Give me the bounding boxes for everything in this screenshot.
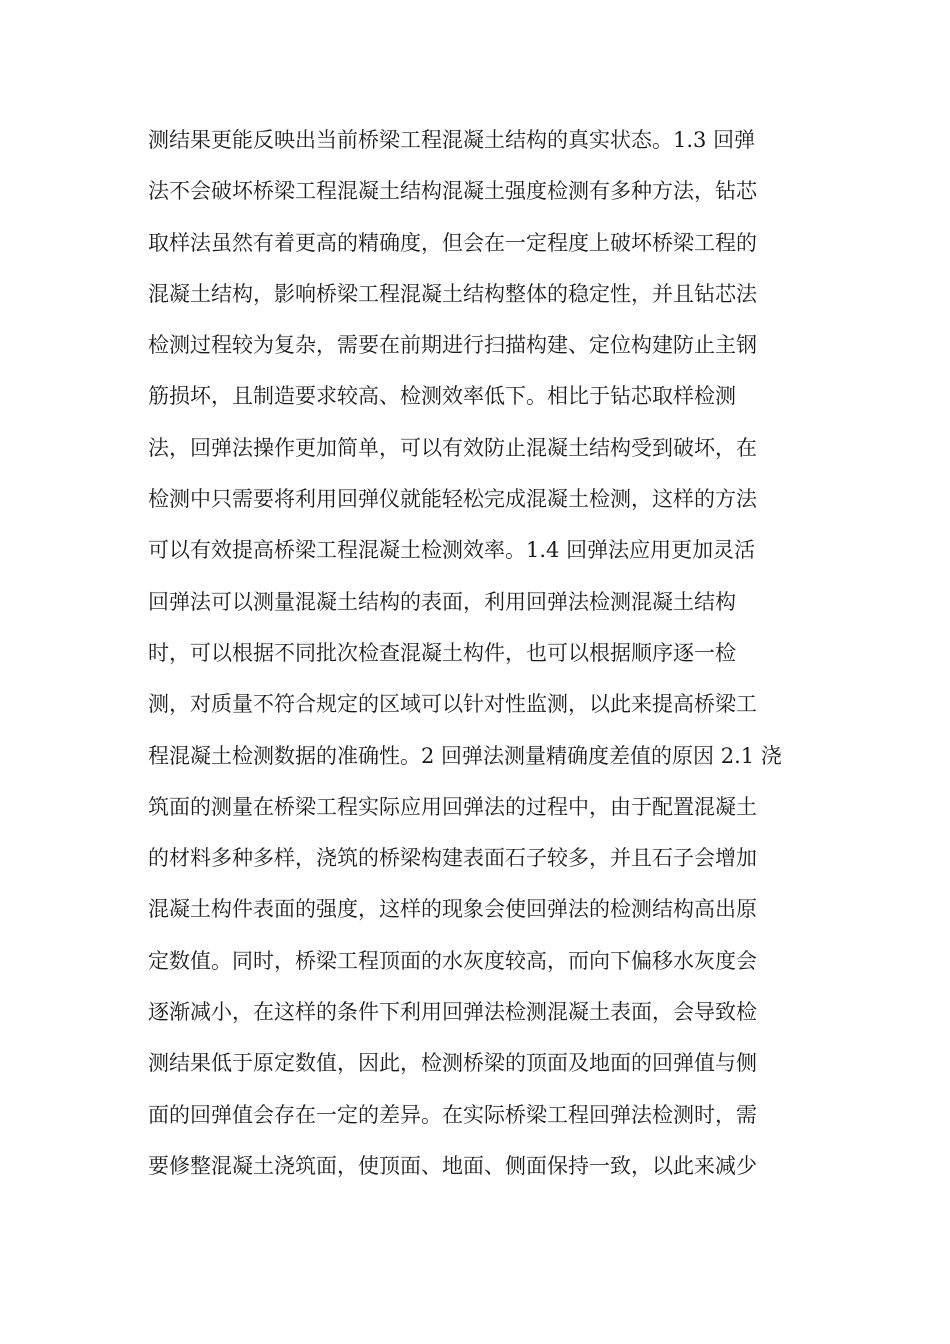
text-line: 逐渐减小，在这样的条件下利用回弹法检测混凝土表面，会导致检 <box>148 1000 757 1025</box>
body-text <box>148 115 808 1192</box>
text-line: 取样法虽然有着更高的精确度，但会在一定程度上破坏桥梁工程的 <box>148 230 757 255</box>
text-line: 检测中只需要将利用回弹仪就能轻松完成混凝土检测，这样的方法 <box>148 487 757 512</box>
text-line: 测结果低于原定数值，因此，检测桥梁的顶面及地面的回弹值与侧 <box>148 1051 757 1076</box>
text-line: 检测过程较为复杂，需要在前期进行扫描构建、定位构建防止主钢 <box>148 333 757 358</box>
text-line: 筋损坏，且制造要求较高、检测效率低下。相比于钻芯取样检测 <box>148 384 736 409</box>
text-line: 程混凝土检测数据的准确性。2 回弹法测量精确度差值的原因 2.1 浇 <box>148 743 782 768</box>
text-line: 要修整混凝土浇筑面，使顶面、地面、侧面保持一致，以此来减少 <box>148 1153 757 1178</box>
text-line: 法，回弹法操作更加简单，可以有效防止混凝土结构受到破坏，在 <box>148 435 757 460</box>
text-line: 混凝土结构，影响桥梁工程混凝土结构整体的稳定性，并且钻芯法 <box>148 281 757 306</box>
text-line: 回弹法可以测量混凝土结构的表面，利用回弹法检测混凝土结构 <box>148 589 736 614</box>
text-line: 可以有效提高桥梁工程混凝土检测效率。1.4 回弹法应用更加灵活 <box>148 538 756 563</box>
text-line: 定数值。同时，桥梁工程顶面的水灰度较高，而向下偏移水灰度会 <box>148 948 757 973</box>
text-line: 筑面的测量在桥梁工程实际应用回弹法的过程中，由于配置混凝土 <box>148 794 757 819</box>
text-line: 的材料多种多样，浇筑的桥梁构建表面石子较多，并且石子会增加 <box>148 846 757 871</box>
text-line: 测，对质量不符合规定的区域可以针对性监测，以此来提高桥梁工 <box>148 692 757 717</box>
text-line: 时，可以根据不同批次检查混凝土构件，也可以根据顺序逐一检 <box>148 640 736 665</box>
text-line: 面的回弹值会存在一定的差异。在实际桥梁工程回弹法检测时，需 <box>148 1102 757 1127</box>
text-line: 混凝土构件表面的强度，这样的现象会使回弹法的检测结构高出原 <box>148 897 757 922</box>
text-line: 法不会破坏桥梁工程混凝土结构混凝土强度检测有多种方法，钻芯 <box>148 179 757 204</box>
text-line: 测结果更能反映出当前桥梁工程混凝土结构的真实状态。1.3 回弹 <box>148 128 756 152</box>
